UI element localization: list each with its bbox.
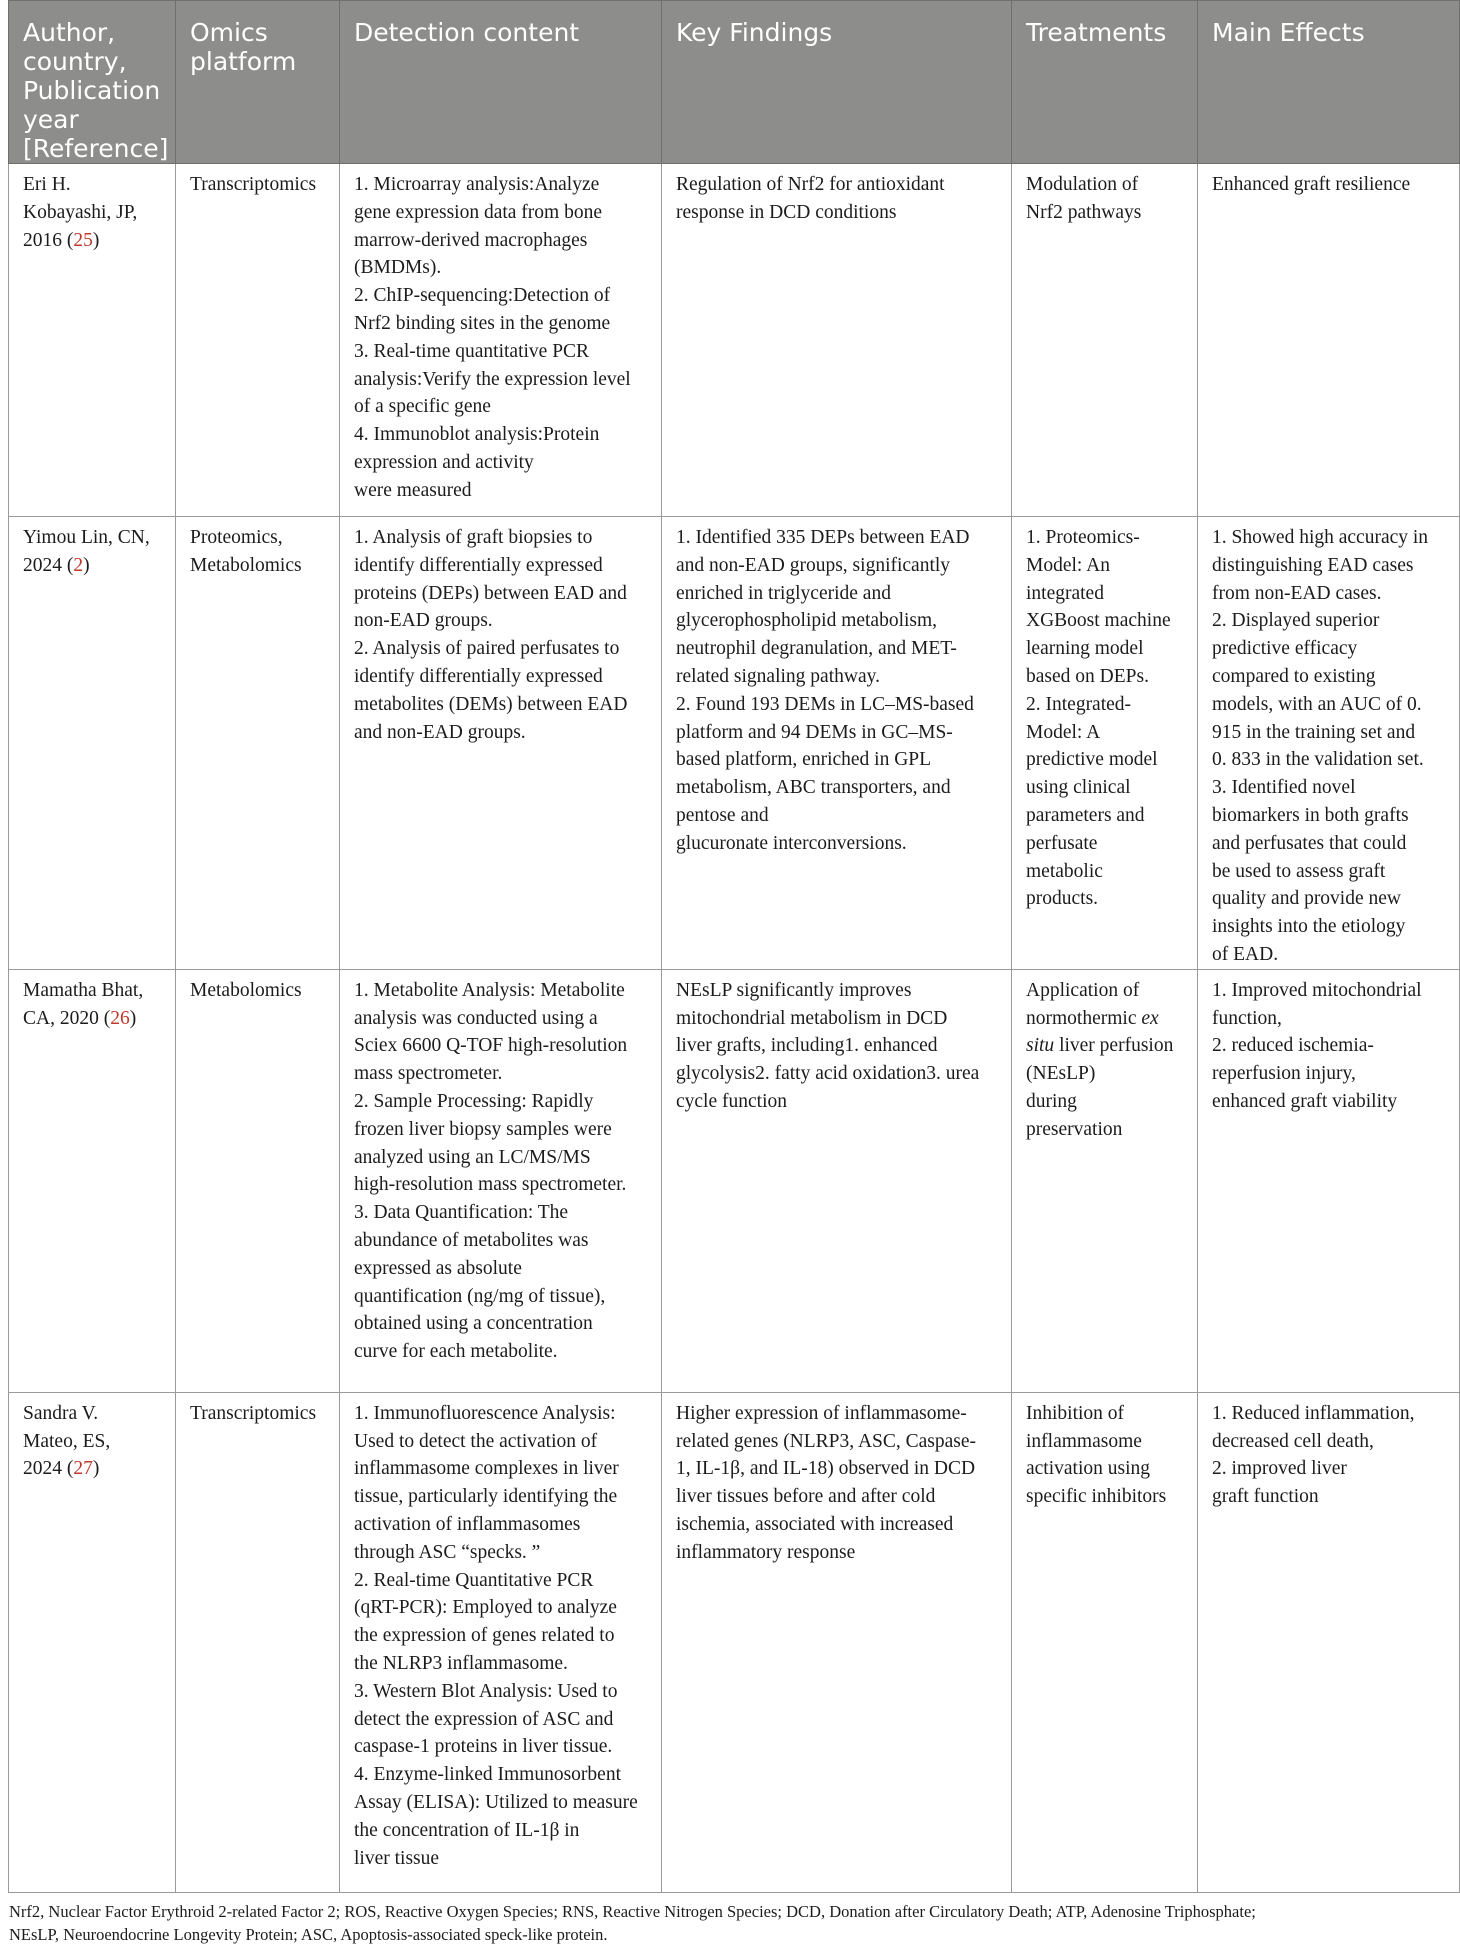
cell-findings: 1. Identified 335 DEPs between EAD and non-EAD groups, significantly enriched in triglyceride and glycerophospholipid metabolism, neutrophil degranulation, and MET- related signaling pathway. 2. Found 193 DEMs in LC–MS-based platform and 94 DEMs in GC–MS- based platform, enriched in GPL metabolism, ABC transporters, and pentose and glucuronate interconversions.: [662, 517, 1012, 970]
header-treatments: Treatments: [1012, 1, 1198, 164]
cell-treatments: Inhibition of inflammasome activation using specific inhibitors: [1012, 1392, 1198, 1892]
cell-platform: Metabolomics: [176, 969, 340, 1392]
cell-detection: 1. Metabolite Analysis: Metabolite analysis was conducted using a Sciex 6600 Q-TOF high-resolution mass spectrometer. 2. Sample Processing: Rapidly frozen liver biopsy samples were analyzed using an LC/MS/MS high-resolution mass spectrometer. 3. Data Quantification: The abundance of metabolites was expressed as absolute quantification (ng/mg of tissue), obtained using a concentration curve for each metabolite.: [340, 969, 662, 1392]
document-page: [8, 0, 1460, 1946]
table-row: [9, 164, 1460, 517]
cell-detection: 1. Microarray analysis:Analyze gene expression data from bone marrow-derived macrophages (BMDMs). 2. ChIP-sequencing:Detection of Nrf2 binding sites in the genome 3. Real-time quantitative PCR analysis:Verify the expression level of a specific gene 4. Immunoblot analysis:Protein expression and activity were measured: [340, 164, 662, 517]
table-footnote: [9, 1900, 1459, 1946]
table-header-row: [9, 1, 1460, 164]
cell-findings: Higher expression of inflammasome- related genes (NLRP3, ASC, Caspase- 1, IL-1β, and IL-18) observed in DCD liver tissues before and after cold ischemia, associated with increased inflammatory response: [662, 1392, 1012, 1892]
cell-treatments: Application of normothermic ex situ liver perfusion (NEsLP) during preservation: [1012, 969, 1198, 1392]
reference-link[interactable]: 25: [73, 229, 93, 251]
cell-detection: 1. Immunofluorescence Analysis: Used to detect the activation of inflammasome complexes in liver tissue, particularly identifying the activation of inflammasomes through ASC “specks. ” 2. Real-time Quantitative PCR (qRT-PCR): Employed to analyze the expression of genes related to the NLRP3 inflammasome. 3. Western Blot Analysis: Used to detect the expression of ASC and caspase-1 proteins in liver tissue. 4. Enzyme-linked Immunosorbent Assay (ELISA): Utilized to measure the concentration of IL-1β in liver tissue: [340, 1392, 662, 1892]
cell-author: Yimou Lin, CN, 2024 (2): [9, 517, 176, 970]
footnote-line: Nrf2, Nuclear Factor Erythroid 2-related Factor 2; ROS, Reactive Oxygen Species; RNS, Reactive Nitrogen Species; DCD, Donation after Circulatory Death; ATP, Adenosine Triphosphate;: [9, 1901, 1256, 1921]
cell-author: Mamatha Bhat, CA, 2020 (26): [9, 969, 176, 1392]
header-main-effects: Main Effects: [1198, 1, 1460, 164]
cell-author: Sandra V. Mateo, ES, 2024 (27): [9, 1392, 176, 1892]
header-omics-platform: Omics platform: [176, 1, 340, 164]
cell-platform: Transcriptomics: [176, 1392, 340, 1892]
header-author: Author, country, Publication year [Reference]: [9, 1, 176, 164]
omics-studies-table: [8, 0, 1460, 1893]
cell-effects: 1. Reduced inflammation, decreased cell death, 2. improved liver graft function: [1198, 1392, 1460, 1892]
cell-treatments: Modulation of Nrf2 pathways: [1012, 164, 1198, 517]
reference-link[interactable]: 2: [73, 554, 84, 576]
cell-detection: 1. Analysis of graft biopsies to identify differentially expressed proteins (DEPs) between EAD and non-EAD groups. 2. Analysis of paired perfusates to identify differentially expressed metabolites (DEMs) between EAD and non-EAD groups.: [340, 517, 662, 970]
table-row: [9, 969, 1460, 1392]
cell-effects: 1. Showed high accuracy in distinguishing EAD cases from non-EAD cases. 2. Displayed superior predictive efficacy compared to existing models, with an AUC of 0. 915 in the training set and 0. 833 in the validation set. 3. Identified novel biomarkers in both grafts and perfusates that could be used to assess graft quality and provide new insights into the etiology of EAD.: [1198, 517, 1460, 970]
cell-findings: NEsLP significantly improves mitochondrial metabolism in DCD liver grafts, including1. enhanced glycolysis2. fatty acid oxidation3. urea cycle function: [662, 969, 1012, 1392]
table-row: [9, 1392, 1460, 1892]
header-key-findings: Key Findings: [662, 1, 1012, 164]
table-row: [9, 517, 1460, 970]
reference-link[interactable]: 26: [110, 1007, 130, 1029]
reference-link[interactable]: 27: [73, 1458, 93, 1480]
cell-effects: Enhanced graft resilience: [1198, 164, 1460, 517]
cell-platform: Transcriptomics: [176, 164, 340, 517]
cell-platform: Proteomics, Metabolomics: [176, 517, 340, 970]
cell-effects: 1. Improved mitochondrial function, 2. reduced ischemia- reperfusion injury, enhanced graft viability: [1198, 969, 1460, 1392]
header-detection-content: Detection content: [340, 1, 662, 164]
footnote-line: NEsLP, Neuroendocrine Longevity Protein; ASC, Apoptosis-associated speck-like protein.: [9, 1924, 608, 1944]
cell-findings: Regulation of Nrf2 for antioxidant response in DCD conditions: [662, 164, 1012, 517]
cell-treatments: 1. Proteomics- Model: An integrated XGBoost machine learning model based on DEPs. 2. Integrated- Model: A predictive model using clinical parameters and perfusate metabolic products.: [1012, 517, 1198, 970]
cell-author: Eri H. Kobayashi, JP, 2016 (25): [9, 164, 176, 517]
